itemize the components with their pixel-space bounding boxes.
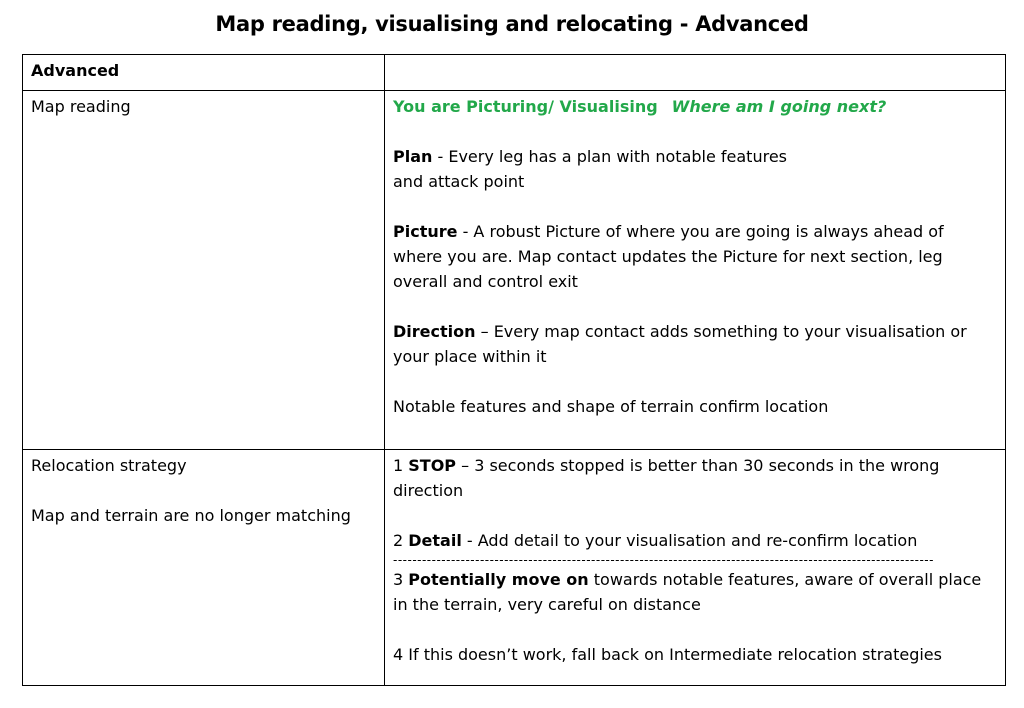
row-label-map-reading: [23, 91, 385, 450]
step-3-text: towards notable features, aware of overall place in the terrain, very careful on distance: [393, 570, 982, 614]
plan-text-1: - Every leg has a plan with notable features: [432, 147, 787, 166]
plan-paragraph: [393, 144, 997, 194]
direction-paragraph: [393, 319, 997, 369]
page-title: Map reading, visualising and relocating - Advanced: [215, 12, 809, 36]
plan-text-2: and attack point: [393, 172, 525, 191]
visualising-question: Where am I going next?: [671, 97, 887, 116]
notable-features-paragraph: Notable features and shape of terrain confirm location: [393, 397, 829, 416]
step-1-label: STOP: [408, 456, 457, 475]
step-4-paragraph: 4 If this doesn’t work, fall back on Intermediate relocation strategies: [393, 645, 942, 664]
dashed-divider: ----------------------------------------------------------------------------------------------------------------: [393, 553, 934, 567]
visualising-heading: You are Picturing/ Visualising: [393, 97, 658, 116]
direction-text: – Every map contact adds something to your visualisation or your place within it: [393, 322, 967, 366]
step-2-paragraph: [393, 528, 997, 553]
step-3-label: Potentially move on: [408, 570, 589, 589]
step-3-number: 3: [393, 570, 409, 589]
plan-label: Plan: [393, 147, 433, 166]
relocation-content: [385, 450, 1006, 686]
strategy-table: [22, 54, 1006, 686]
picture-label: Picture: [393, 222, 458, 241]
step-2-text: - Add detail to your visualisation and re-confirm location: [461, 531, 918, 550]
step-2-number: 2: [393, 531, 409, 550]
table-header-row: [23, 55, 1006, 91]
step-1-text: – 3 seconds stopped is better than 30 seconds in the wrong direction: [393, 456, 940, 500]
step-2-label: Detail: [408, 531, 462, 550]
direction-label: Direction: [393, 322, 476, 341]
step-1-paragraph: [393, 453, 997, 503]
relocation-label: Relocation strategy: [31, 456, 187, 475]
step-1-number: 1: [393, 456, 409, 475]
row-label-relocation: [23, 450, 385, 686]
table-row-relocation: [23, 450, 1006, 686]
map-reading-label: Map reading: [31, 97, 131, 116]
map-reading-content: [385, 91, 1006, 450]
header-cell-empty: [385, 55, 1006, 91]
table-row-map-reading: [23, 91, 1006, 450]
relocation-sublabel: Map and terrain are no longer matching: [31, 506, 351, 525]
picture-text: - A robust Picture of where you are going is always ahead of where you are. Map contact updates the Picture for next section, leg overall and control exit: [393, 222, 944, 291]
step-3-paragraph: [393, 567, 997, 617]
picture-paragraph: [393, 219, 997, 294]
header-cell-advanced: Advanced: [23, 55, 385, 91]
